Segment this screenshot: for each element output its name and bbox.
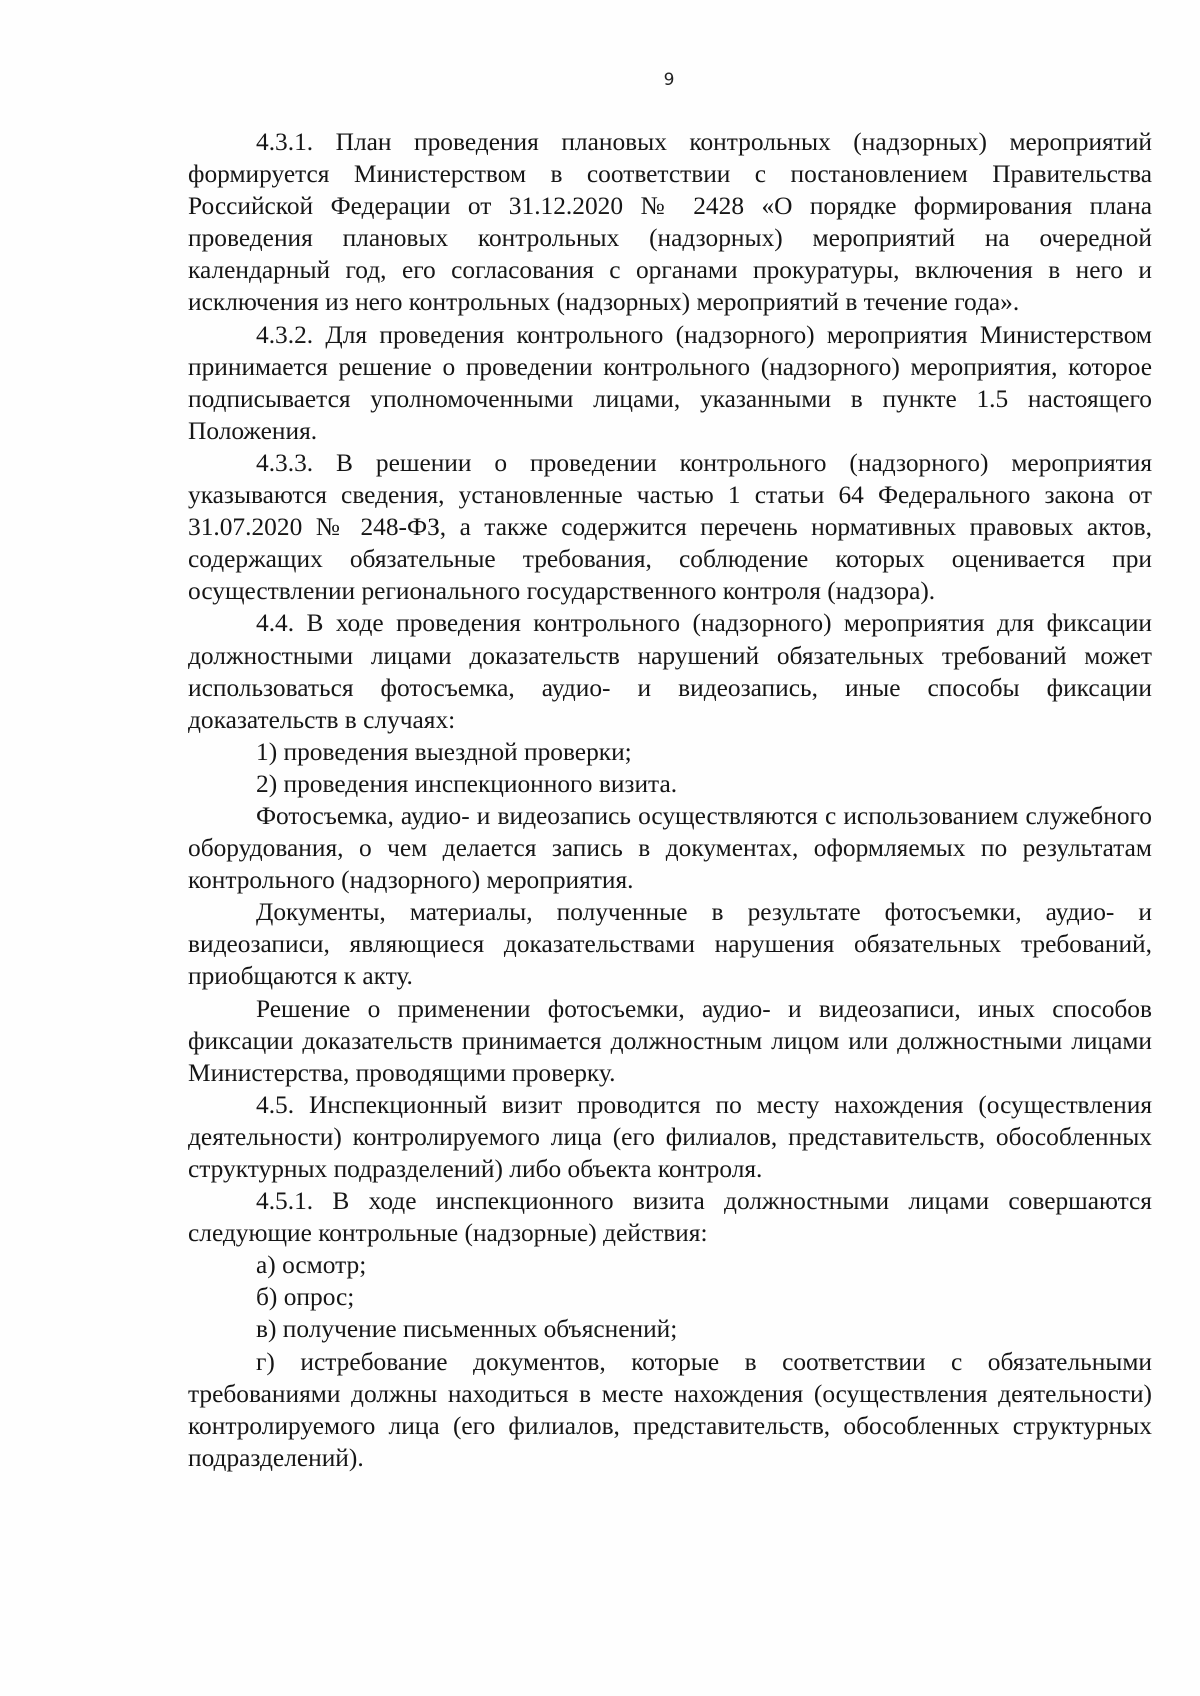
- paragraph-4-4: 4.4. В ходе проведения контрольного (надзорного) мероприятия для фиксации должностными лицами доказательств нарушений обязательных требований может использоваться фотосъемка, аудио- и видеозапись, иные способы фиксации доказательств в случаях:: [188, 609, 1152, 734]
- paragraph-4-3-2: 4.3.2. Для проведения контрольного (надзорного) мероприятия Министерством принимается решение о проведении контрольного (надзорного) мероприятия, которое подписывается уполномоченными лицами, указанными в пункте 1.5 настоящего Положения.: [188, 320, 1152, 445]
- paragraph-photo-recording: Фотосъемка, аудио- и видеозапись осуществляются с использованием служебного оборудования, о чем делается запись в документах, оформляемых по результатам контрольного (надзорного) мероприятия.: [188, 801, 1152, 895]
- list-item-4-4-2: 2) проведения инспекционного визита.: [256, 769, 678, 798]
- paragraph-4-3-3: 4.3.3. В решении о проведении контрольного (надзорного) мероприятия указываются сведения, установленные частью 1 статьи 64 Федерального закона от 31.07.2020 № 248-ФЗ, а также содержится перечень нормативных правовых актов, содержащих обязательные требования, соблюдение которых оценивается при осуществлении регионального государственного контроля (надзора).: [188, 448, 1152, 606]
- paragraph-photo-decision: Решение о применении фотосъемки, аудио- и видеозаписи, иных способов фиксации доказательств принимается должностным лицом или должностными лицами Министерства, проводящими проверку.: [188, 994, 1152, 1087]
- list-item-4-4-1: 1) проведения выездной проверки;: [256, 737, 632, 766]
- list-item-4-5-1-a: а) осмотр;: [256, 1251, 367, 1280]
- paragraph-4-3-1: 4.3.1. План проведения плановых контрольных (надзорных) мероприятий формируется Министерством в соответствии с постановлением Правительства Российской Федерации от 31.12.2020 № 2428 «О порядке формирования плана проведения плановых контрольных (надзорных) мероприятий на очередной календарный год, его согласования с органами прокуратуры, включения в него и исключения из него контрольных (надзорных) мероприятий в течение года».: [188, 128, 1152, 317]
- page-number: 9: [663, 70, 675, 90]
- list-item-4-5-1-b: б) опрос;: [256, 1283, 355, 1312]
- paragraph-photo-documents: Документы, материалы, полученные в результате фотосъемки, аудио- и видеозаписи, являющиеся доказательствами нарушения обязательных требований, приобщаются к акту.: [188, 898, 1152, 991]
- list-item-4-5-1-g: г) истребование документов, которые в соответствии с обязательными требованиями должны находиться в месте нахождения (осуществления деятельности) контролируемого лица (его филиалов, представительств, обособленных структурных подразделений).: [188, 1347, 1152, 1472]
- list-item-4-5-1-v: в) получение письменных объяснений;: [256, 1315, 678, 1344]
- paragraph-4-5: 4.5. Инспекционный визит проводится по месту нахождения (осуществления деятельности) контролируемого лица (его филиалов, представительств, обособленных структурных подразделений) либо объекта контроля.: [188, 1090, 1152, 1183]
- document-body: [188, 126, 1152, 1474]
- paragraph-4-5-1: 4.5.1. В ходе инспекционного визита должностными лицами совершаются следующие контрольные (надзорные) действия:: [188, 1187, 1152, 1248]
